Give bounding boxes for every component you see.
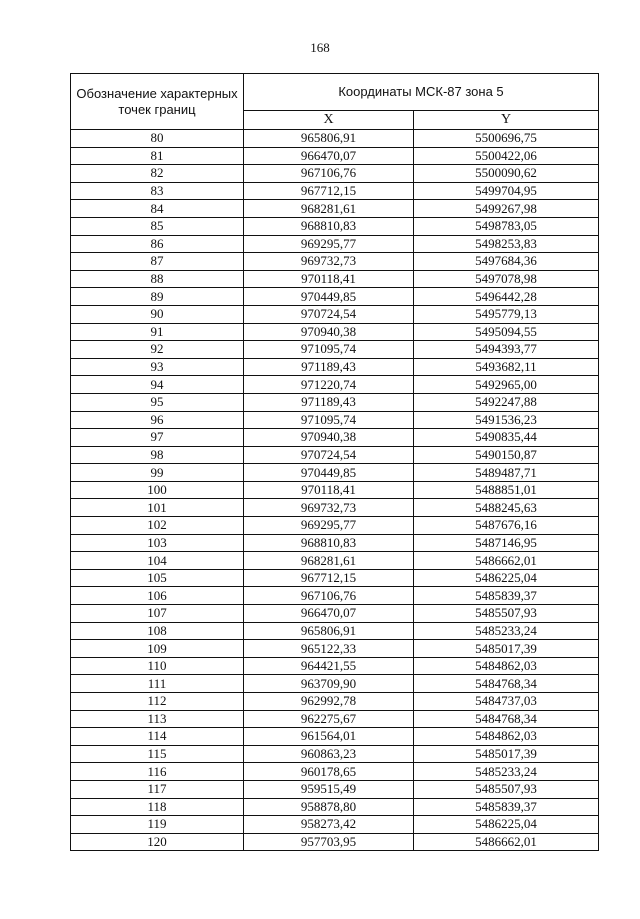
y-coordinate-cell: 5492965,00 bbox=[414, 376, 599, 394]
y-coordinate-cell: 5493682,11 bbox=[414, 358, 599, 376]
point-cell: 87 bbox=[71, 253, 244, 271]
y-coordinate-cell: 5484737,03 bbox=[414, 693, 599, 711]
point-cell: 104 bbox=[71, 552, 244, 570]
y-coordinate-cell: 5487146,95 bbox=[414, 534, 599, 552]
y-coordinate-cell: 5500422,06 bbox=[414, 147, 599, 165]
x-coordinate-cell: 964421,55 bbox=[244, 657, 414, 675]
x-coordinate-cell: 970449,85 bbox=[244, 288, 414, 306]
y-coordinate-cell: 5485839,37 bbox=[414, 798, 599, 816]
x-coordinate-cell: 957703,95 bbox=[244, 833, 414, 851]
header-y: Y bbox=[414, 111, 599, 130]
table-row bbox=[71, 429, 599, 447]
point-cell: 118 bbox=[71, 798, 244, 816]
point-cell: 106 bbox=[71, 587, 244, 605]
y-coordinate-cell: 5484768,34 bbox=[414, 675, 599, 693]
table-row bbox=[71, 710, 599, 728]
point-cell: 97 bbox=[71, 429, 244, 447]
table-row bbox=[71, 147, 599, 165]
table-row bbox=[71, 517, 599, 535]
coordinates-table bbox=[70, 73, 599, 851]
point-cell: 100 bbox=[71, 481, 244, 499]
point-cell: 116 bbox=[71, 763, 244, 781]
table-row bbox=[71, 270, 599, 288]
point-cell: 86 bbox=[71, 235, 244, 253]
point-cell: 92 bbox=[71, 341, 244, 359]
table-row bbox=[71, 376, 599, 394]
y-coordinate-cell: 5488245,63 bbox=[414, 499, 599, 517]
y-coordinate-cell: 5498783,05 bbox=[414, 217, 599, 235]
y-coordinate-cell: 5494393,77 bbox=[414, 341, 599, 359]
x-coordinate-cell: 969295,77 bbox=[244, 235, 414, 253]
table-row bbox=[71, 323, 599, 341]
x-coordinate-cell: 967106,76 bbox=[244, 587, 414, 605]
y-coordinate-cell: 5490150,87 bbox=[414, 446, 599, 464]
table-row bbox=[71, 693, 599, 711]
table-row bbox=[71, 217, 599, 235]
point-cell: 85 bbox=[71, 217, 244, 235]
y-coordinate-cell: 5484768,34 bbox=[414, 710, 599, 728]
table-row bbox=[71, 341, 599, 359]
y-coordinate-cell: 5487676,16 bbox=[414, 517, 599, 535]
point-cell: 114 bbox=[71, 728, 244, 746]
table-row bbox=[71, 182, 599, 200]
x-coordinate-cell: 968281,61 bbox=[244, 200, 414, 218]
y-coordinate-cell: 5495779,13 bbox=[414, 305, 599, 323]
point-cell: 111 bbox=[71, 675, 244, 693]
y-coordinate-cell: 5499704,95 bbox=[414, 182, 599, 200]
x-coordinate-cell: 962992,78 bbox=[244, 693, 414, 711]
y-coordinate-cell: 5485507,93 bbox=[414, 780, 599, 798]
x-coordinate-cell: 960178,65 bbox=[244, 763, 414, 781]
header-point-designation: Обозначение характерных точек границ bbox=[71, 74, 244, 130]
point-cell: 108 bbox=[71, 622, 244, 640]
x-coordinate-cell: 965806,91 bbox=[244, 622, 414, 640]
point-cell: 95 bbox=[71, 393, 244, 411]
point-cell: 80 bbox=[71, 130, 244, 148]
table-row bbox=[71, 288, 599, 306]
y-coordinate-cell: 5484862,03 bbox=[414, 657, 599, 675]
y-coordinate-cell: 5485507,93 bbox=[414, 605, 599, 623]
table-row bbox=[71, 605, 599, 623]
point-cell: 109 bbox=[71, 640, 244, 658]
point-cell: 81 bbox=[71, 147, 244, 165]
table-row bbox=[71, 464, 599, 482]
x-coordinate-cell: 968810,83 bbox=[244, 534, 414, 552]
table-row bbox=[71, 763, 599, 781]
y-coordinate-cell: 5486225,04 bbox=[414, 569, 599, 587]
table-row bbox=[71, 253, 599, 271]
point-cell: 84 bbox=[71, 200, 244, 218]
y-coordinate-cell: 5492247,88 bbox=[414, 393, 599, 411]
x-coordinate-cell: 970724,54 bbox=[244, 305, 414, 323]
table-row bbox=[71, 130, 599, 148]
x-coordinate-cell: 970118,41 bbox=[244, 481, 414, 499]
point-cell: 120 bbox=[71, 833, 244, 851]
x-coordinate-cell: 970940,38 bbox=[244, 429, 414, 447]
table-row bbox=[71, 534, 599, 552]
x-coordinate-cell: 959515,49 bbox=[244, 780, 414, 798]
table-body bbox=[71, 130, 599, 851]
y-coordinate-cell: 5489487,71 bbox=[414, 464, 599, 482]
point-cell: 110 bbox=[71, 657, 244, 675]
y-coordinate-cell: 5496442,28 bbox=[414, 288, 599, 306]
point-cell: 96 bbox=[71, 411, 244, 429]
point-cell: 89 bbox=[71, 288, 244, 306]
y-coordinate-cell: 5495094,55 bbox=[414, 323, 599, 341]
y-coordinate-cell: 5488851,01 bbox=[414, 481, 599, 499]
table-row bbox=[71, 235, 599, 253]
point-cell: 82 bbox=[71, 165, 244, 183]
y-coordinate-cell: 5500696,75 bbox=[414, 130, 599, 148]
point-cell: 90 bbox=[71, 305, 244, 323]
x-coordinate-cell: 963709,90 bbox=[244, 675, 414, 693]
x-coordinate-cell: 958273,42 bbox=[244, 816, 414, 834]
x-coordinate-cell: 970940,38 bbox=[244, 323, 414, 341]
x-coordinate-cell: 965806,91 bbox=[244, 130, 414, 148]
y-coordinate-cell: 5485233,24 bbox=[414, 622, 599, 640]
point-cell: 119 bbox=[71, 816, 244, 834]
point-cell: 101 bbox=[71, 499, 244, 517]
table-row bbox=[71, 165, 599, 183]
y-coordinate-cell: 5499267,98 bbox=[414, 200, 599, 218]
header-x: X bbox=[244, 111, 414, 130]
y-coordinate-cell: 5498253,83 bbox=[414, 235, 599, 253]
table-row bbox=[71, 587, 599, 605]
table-row bbox=[71, 728, 599, 746]
table-row bbox=[71, 499, 599, 517]
x-coordinate-cell: 969295,77 bbox=[244, 517, 414, 535]
y-coordinate-cell: 5485839,37 bbox=[414, 587, 599, 605]
x-coordinate-cell: 971189,43 bbox=[244, 358, 414, 376]
x-coordinate-cell: 966470,07 bbox=[244, 147, 414, 165]
x-coordinate-cell: 968281,61 bbox=[244, 552, 414, 570]
x-coordinate-cell: 967712,15 bbox=[244, 182, 414, 200]
point-cell: 94 bbox=[71, 376, 244, 394]
y-coordinate-cell: 5485017,39 bbox=[414, 640, 599, 658]
point-cell: 91 bbox=[71, 323, 244, 341]
x-coordinate-cell: 958878,80 bbox=[244, 798, 414, 816]
y-coordinate-cell: 5486662,01 bbox=[414, 552, 599, 570]
point-cell: 103 bbox=[71, 534, 244, 552]
point-cell: 112 bbox=[71, 693, 244, 711]
table-row bbox=[71, 675, 599, 693]
y-coordinate-cell: 5485233,24 bbox=[414, 763, 599, 781]
point-cell: 105 bbox=[71, 569, 244, 587]
x-coordinate-cell: 967712,15 bbox=[244, 569, 414, 587]
table-row bbox=[71, 446, 599, 464]
x-coordinate-cell: 968810,83 bbox=[244, 217, 414, 235]
table-row bbox=[71, 657, 599, 675]
y-coordinate-cell: 5486662,01 bbox=[414, 833, 599, 851]
table-row bbox=[71, 816, 599, 834]
x-coordinate-cell: 970449,85 bbox=[244, 464, 414, 482]
table-row bbox=[71, 833, 599, 851]
x-coordinate-cell: 962275,67 bbox=[244, 710, 414, 728]
x-coordinate-cell: 971095,74 bbox=[244, 411, 414, 429]
table-row bbox=[71, 780, 599, 798]
table-row bbox=[71, 481, 599, 499]
point-cell: 99 bbox=[71, 464, 244, 482]
table-row bbox=[71, 358, 599, 376]
x-coordinate-cell: 966470,07 bbox=[244, 605, 414, 623]
table-row bbox=[71, 552, 599, 570]
y-coordinate-cell: 5497684,36 bbox=[414, 253, 599, 271]
y-coordinate-cell: 5486225,04 bbox=[414, 816, 599, 834]
point-cell: 93 bbox=[71, 358, 244, 376]
point-cell: 102 bbox=[71, 517, 244, 535]
point-cell: 107 bbox=[71, 605, 244, 623]
y-coordinate-cell: 5484862,03 bbox=[414, 728, 599, 746]
table-row bbox=[71, 745, 599, 763]
table-row bbox=[71, 798, 599, 816]
x-coordinate-cell: 971095,74 bbox=[244, 341, 414, 359]
point-cell: 88 bbox=[71, 270, 244, 288]
point-cell: 115 bbox=[71, 745, 244, 763]
x-coordinate-cell: 967106,76 bbox=[244, 165, 414, 183]
y-coordinate-cell: 5500090,62 bbox=[414, 165, 599, 183]
x-coordinate-cell: 970118,41 bbox=[244, 270, 414, 288]
table-row bbox=[71, 305, 599, 323]
point-cell: 98 bbox=[71, 446, 244, 464]
y-coordinate-cell: 5497078,98 bbox=[414, 270, 599, 288]
table-row bbox=[71, 393, 599, 411]
x-coordinate-cell: 969732,73 bbox=[244, 253, 414, 271]
x-coordinate-cell: 960863,23 bbox=[244, 745, 414, 763]
page-number: 168 bbox=[310, 40, 330, 55]
x-coordinate-cell: 969732,73 bbox=[244, 499, 414, 517]
header-coordinate-system: Координаты МСК-87 зона 5 bbox=[244, 74, 599, 111]
point-cell: 117 bbox=[71, 780, 244, 798]
table-row bbox=[71, 622, 599, 640]
point-cell: 83 bbox=[71, 182, 244, 200]
table-row bbox=[71, 640, 599, 658]
y-coordinate-cell: 5491536,23 bbox=[414, 411, 599, 429]
x-coordinate-cell: 970724,54 bbox=[244, 446, 414, 464]
x-coordinate-cell: 971220,74 bbox=[244, 376, 414, 394]
y-coordinate-cell: 5485017,39 bbox=[414, 745, 599, 763]
table-row bbox=[71, 411, 599, 429]
table-row bbox=[71, 200, 599, 218]
y-coordinate-cell: 5490835,44 bbox=[414, 429, 599, 447]
table-row bbox=[71, 569, 599, 587]
x-coordinate-cell: 961564,01 bbox=[244, 728, 414, 746]
x-coordinate-cell: 971189,43 bbox=[244, 393, 414, 411]
x-coordinate-cell: 965122,33 bbox=[244, 640, 414, 658]
point-cell: 113 bbox=[71, 710, 244, 728]
